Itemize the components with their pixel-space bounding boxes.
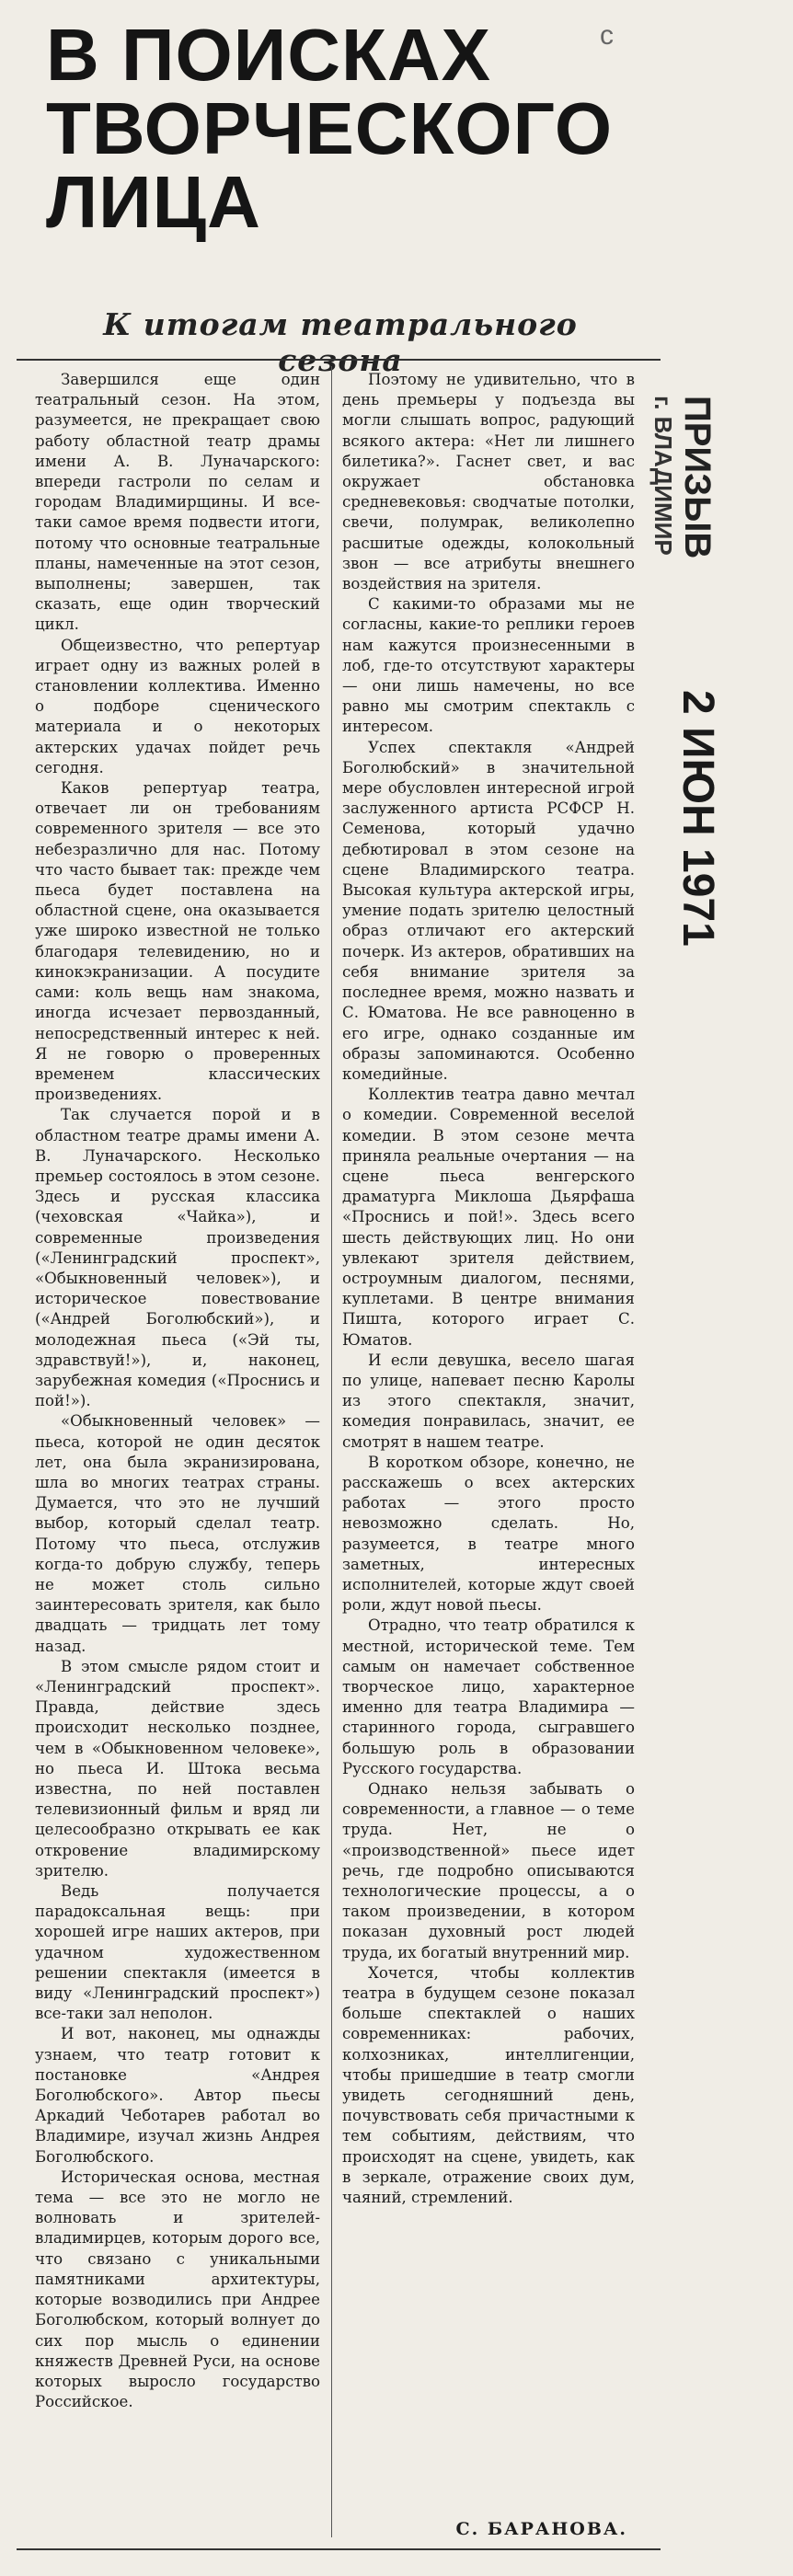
paragraph: Завершился еще один театральный сезон. На этом, разумеется, не прекращает свою работу областной театр драмы имени А. В. Луначарского: впереди гастроли по селам и городам Владимирщины. И все-таки самое время подвести итоги, потому что основные театральные планы, намеченные на этот сезон, выполнены; завершен, так сказать, еще один творческий цикл. xyxy=(35,371,320,634)
headline-line-2: ТВОРЧЕСКОГО xyxy=(46,87,614,169)
paragraph: Каков репертуар театра, отвечает ли он требованиям современного зрителя — все это небезразлично для нас. Потому что часто бывает так: прежде чем пьеса будет поставлена на областной сцене, она оказывается уже широко известной не только благодаря телевидению, но и кинокэкранизации. А посудите сами: коль вещь нам знакома, иногда исчезает первозданный, непосредственный интерес к ней. Я не говорю о проверенных временем классических произведениях. xyxy=(35,779,320,1104)
archive-stamp xyxy=(644,396,782,966)
stamp-newspaper-name: ПРИЗЫВ xyxy=(677,396,718,559)
paragraph: Так случается порой и в областном театре драмы имени А. В. Луначарского. Несколько премьер состоялось в этом сезоне. Здесь и русская классика (чеховская «Чайка»), и современные произведения («Ленинградский проспект», «Обыкновенный человек»), и историческое повествование («Андрей Боголюбский»), и молодежная пьеса («Эй ты, здравствуй!»), и, наконец, зарубежная комедия («Проснись и пой!»). xyxy=(35,1106,320,1410)
paragraph: И если девушка, весело шагая по улице, напевает песню Каролы из этого спектакля, значит, комедия понравилась, значит, ее смотрят в нашем театре. xyxy=(342,1351,635,1451)
headline xyxy=(46,14,635,243)
paragraph: В коротком обзоре, конечно, не расскажешь о всех актерских работах — этого просто невозможно сделать. Но, разумеется, в театре много заметных, интересных исполнителей, которые ждут своей роли, ждут новой пьесы. xyxy=(342,1453,635,1615)
column-divider xyxy=(331,366,332,2537)
subheadline: К итогам театрального сезона xyxy=(103,306,578,378)
paragraph: «Обыкновенный человек» — пьеса, которой не один десяток лет, она была экранизирована, шла во многих театрах страны. Думается, что это не лучший выбор, который сделал театр. Потому что пьеса, отслужив когда-то добрую службу, теперь не может столь сильно заинтересовать зрителя, как было двадцать — тридцать лет тому назад. xyxy=(35,1412,320,1655)
headline-line-1: В ПОИСКАХ xyxy=(46,14,491,96)
author-signature: С. БАРАНОВА. xyxy=(455,2519,627,2539)
paragraph: В этом смысле рядом стоит и «Ленинградский проспект». Правда, действие здесь происходит несколько позднее, чем в «Обыкновенном человеке», но пьеса И. Штока весьма известна, по ней поставлен телевизионный фильм и вряд ли целесообразно открывать ее как откровение владимирскому зрителю. xyxy=(35,1657,320,1880)
pencil-mark: с xyxy=(600,20,614,51)
paragraph: Коллектив театра давно мечтал о комедии. Современной веселой комедии. В этом сезоне мечта приняла реальные очертания — на сцене пьеса венгерского драматурга Миклоша Дьярфаша «Проснись и пой!». Здесь всего шесть действующих лиц. Но они увлекают зрителя действием, остроумным диалогом, песнями, куплетами. В центре внимания Пишта, которого играет С. Юматов. xyxy=(342,1086,635,1349)
paragraph: Историческая основа, местная тема — все это не могло не волновать и зрителей-владимирцев, которым дорого все, что связано с уникальными памятниками архитектуры, которые возводились при Андрее Боголюбском, который волнует до сих пор мысль о единении княжеств Древней Руси, на основе которых выросло государство Российское. xyxy=(35,2168,320,2411)
stamp-date: 2 ИЮН 1971 xyxy=(673,690,722,947)
paragraph: Ведь получается парадоксальная вещь: при хорошей игре наших актеров, при удачном художественном решении спектакля (имеется в виду «Ленинградский проспект») все-таки зал неполон. xyxy=(35,1882,320,2023)
paragraph: Хочется, чтобы коллектив театра в будущем сезоне показал больше спектаклей о наших современниках: рабочих, колхозниках, интеллигенции, чтобы пришедшие в театр смогли увидеть сегодняшний день, почувствовать себя причастными к тем событиям, действиям, что происходят на сцене, увидеть, как в зеркале, отражение своих дум, чаяний, стремлений. xyxy=(342,1963,635,2207)
stamp-city: г. ВЛАДИМИР xyxy=(649,396,677,556)
paragraph: Отрадно, что театр обратился к местной, исторической теме. Тем самым он намечает собственное творческое лицо, характерное именно для театра Владимира — старинного города, сыгравшего большую роль в образовании Русского государства. xyxy=(342,1616,635,1777)
article-column-right xyxy=(342,370,635,2500)
paragraph: Общеизвестно, что репертуар играет одну из важных ролей в становлении коллектива. Именно о подборе сценического материала и о некоторых актерских удачах пойдет речь сегодня. xyxy=(35,636,320,776)
headline-line-3: ЛИЦА xyxy=(46,161,261,243)
top-divider xyxy=(17,359,661,361)
paragraph: Однако нельзя забывать о современности, а главное — о теме труда. Нет, не о «производственной» пьесе идет речь, где подробно описываются технологические процессы, а о таком произведении, в котором показан духовный рост людей труда, их богатый внутренний мир. xyxy=(342,1780,635,1961)
paragraph: С какими-то образами мы не согласны, какие-то реплики героев нам кажутся произнесенными в лоб, где-то отсутствуют характеры — они лишь намечены, но все равно мы смотрим спектакль с интересом. xyxy=(342,595,635,736)
paragraph: И вот, наконец, мы однажды узнаем, что театр готовит к постановке «Андрея Боголюбского». Автор пьесы Аркадий Чеботарев работал во Владимире, изучал жизнь Андрея Боголюбского. xyxy=(35,2025,320,2166)
paragraph: Успех спектакля «Андрей Боголюбский» в значительной мере обусловлен интересной игрой заслуженного артиста РСФСР Н. Семенова, который удачно дебютировал в этом сезоне на сцене Владимирского театра. Высокая культура актерской игры, умение подать зрителю целостный образ отличают его актерский почерк. Из актеров, обративших на себя внимание зрителя за последнее время, можно назвать и С. Юматова. Не все равноценно в его игре, однако созданные им образы запоминаются. Особенно комедийные. xyxy=(342,738,635,1083)
article-column-left xyxy=(35,370,320,2523)
bottom-divider xyxy=(17,2548,661,2550)
paragraph: Поэтому не удивительно, что в день премьеры у подъезда вы могли слышать вопрос, радующий всякого актера: «Нет ли лишнего билетика?». Гаснет свет, и вас окружает обстановка средневековья: сводчатые потолки, свечи, полумрак, великолепно расшитые одежды, колокольный звон — все атрибуты внешнего воздействия на зрителя. xyxy=(342,371,635,593)
